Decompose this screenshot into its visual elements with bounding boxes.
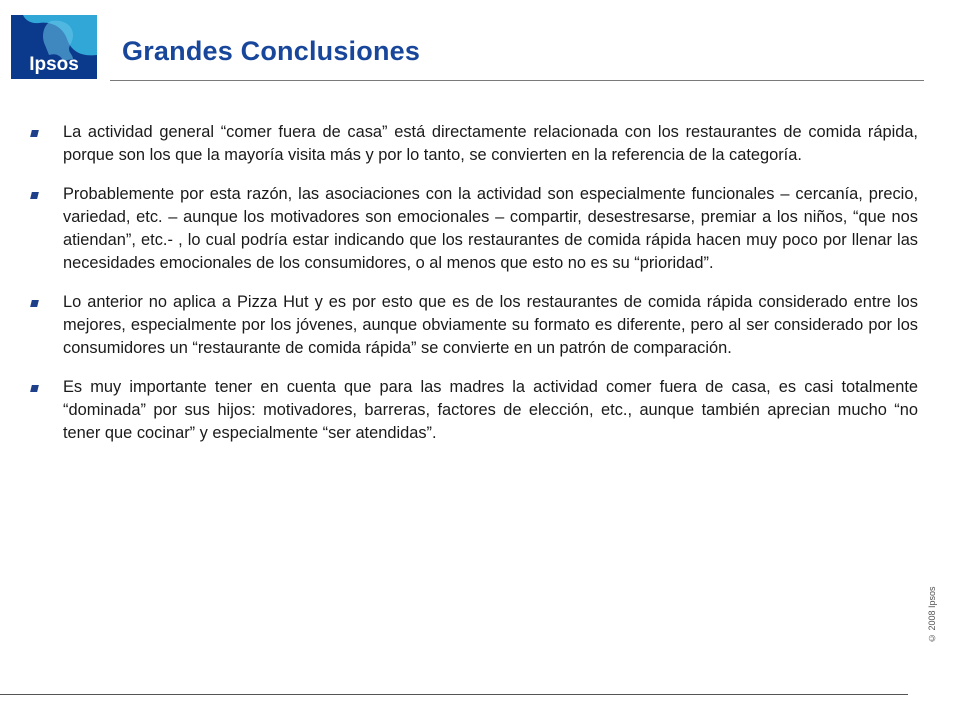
logo-text: Ipsos [29, 54, 79, 75]
bullet-icon [30, 300, 39, 307]
ipsos-logo [11, 15, 97, 79]
bullet-icon [30, 130, 39, 137]
list-item [30, 291, 918, 360]
conclusions-list [30, 121, 918, 461]
ipsos-logo-graphic [11, 15, 97, 79]
bullet-icon [30, 385, 39, 392]
bullet-text: La actividad general “comer fuera de casa” está directamente relacionada con los restaurantes de comida rápida, porque son los que la mayoría visita más y por lo tanto, se convierten en la referencia de la categoría. [63, 123, 918, 164]
bullet-icon [30, 192, 39, 199]
bullet-text: Probablemente por esta razón, las asociaciones con la actividad son especialmente funcionales – cercanía, precio, variedad, etc. – aunque los motivadores son emocionales – compartir, desestresarse, premiar a los niños, “que nos atiendan”, etc.- , lo cual podría estar indicando que los restaurantes de comida rápida hacen muy poco por llenar las necesidades emocionales de los consumidores, o al menos que esto no es su “prioridad”. [63, 185, 918, 272]
list-item [30, 121, 918, 167]
list-item [30, 183, 918, 275]
bullet-text: Es muy importante tener en cuenta que para las madres la actividad comer fuera de casa, es casi totalmente “dominada” por sus hijos: motivadores, barreras, factores de elección, etc., aunque también aprecian mucho “no tener que cocinar” y especialmente “ser atendidas”. [63, 378, 918, 442]
bullet-text: Lo anterior no aplica a Pizza Hut y es por esto que es de los restaurantes de comida rápida considerado entre los mejores, especialmente por los jóvenes, aunque obviamente su formato es diferente, pero al ser considerado por los consumidores un “restaurante de comida rápida” se convierte en un patrón de comparación. [63, 293, 918, 357]
title-divider [110, 80, 924, 81]
page-title: Grandes Conclusiones [122, 36, 421, 66]
copyright-notice: © 2008 Ipsos [927, 586, 937, 643]
list-item [30, 376, 918, 445]
footer-divider [0, 694, 908, 695]
